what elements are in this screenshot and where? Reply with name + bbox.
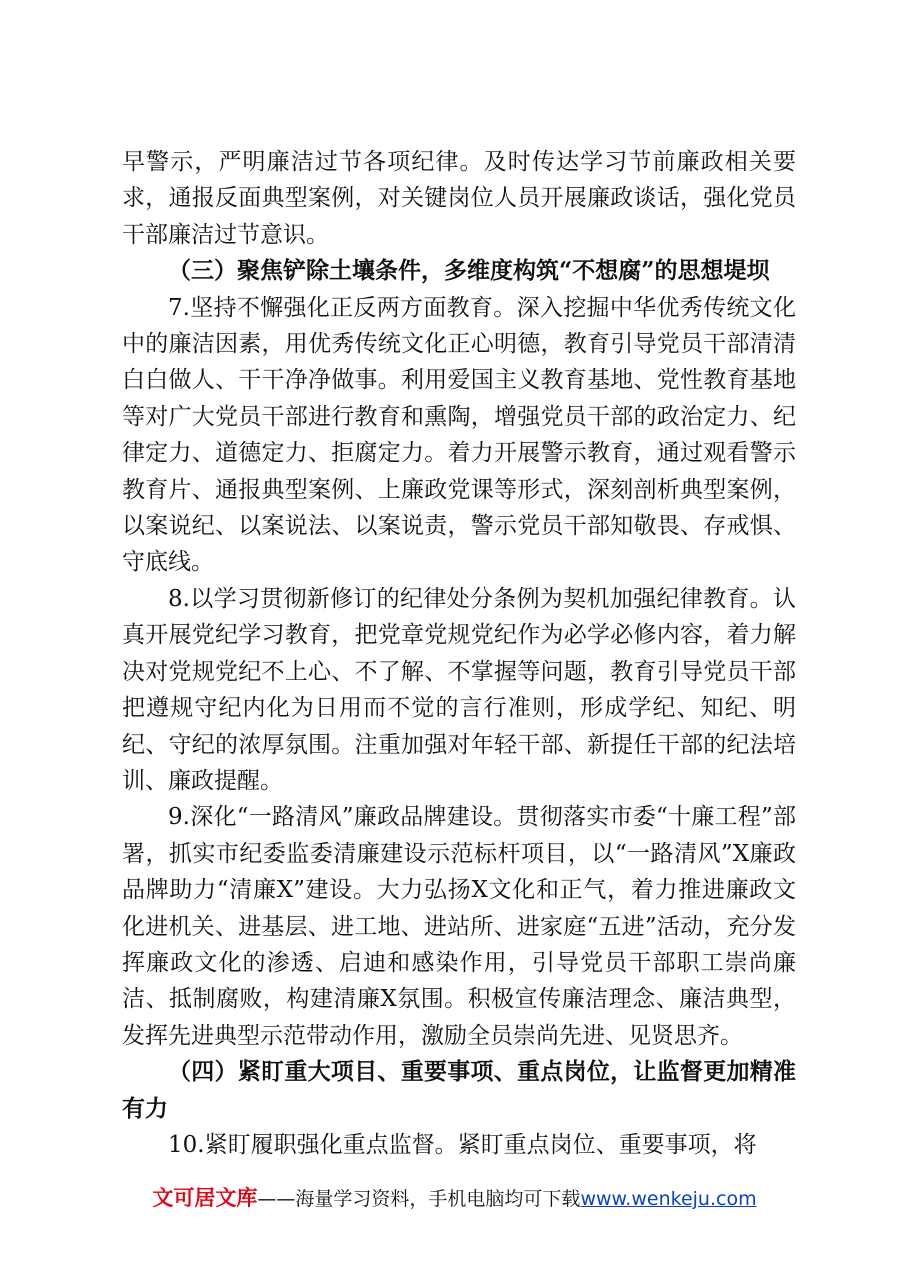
section-heading-3: （三）聚焦铲除土壤条件，多维度构筑“不想腐”的思想堤坝 <box>168 257 770 285</box>
footer-url-link[interactable]: www.wenkeju.com <box>580 1188 757 1210</box>
document-body <box>122 144 796 1163</box>
paragraph-continuation: 早警示，严明廉洁过节各项纪律。及时传达学习节前廉政相关要求，通报反面典型案例，对关键岗位人员开展廉政谈话，强化党员干部廉洁过节意识。 <box>122 149 796 248</box>
footer-slogan: ——海量学习资料，手机电脑均可下载 <box>257 1188 581 1210</box>
paragraph-item-8: 8.以学习贯彻新修订的纪律处分条例为契机加强纪律教育。认真开展党纪学习教育，把党章党规党纪作为必学必修内容，着力解决对党规党纪不上心、不了解、不掌握等问题，教育引导党员干部把遵规守纪内化为日用而不觉的言行准则，形成学纪、知纪、明纪、守纪的浓厚氛围。注重加强对年轻干部、新提任干部的纪法培训、廉政提醒。 <box>122 585 796 794</box>
paragraph-item-9: 9.深化“一路清风”廉政品牌建设。贯彻落实市委“十廉工程”部署，抓实市纪委监委清廉建设示范标杆项目，以“一路清风”X廉政品牌助力“清廉X”建设。大力弘扬X文化和正气，着力推进廉政文化进机关、进基层、进工地、进站所、进家庭“五进”活动，充分发挥廉政文化的渗透、启迪和感染作用，引导党员干部职工崇尚廉洁、抵制腐败，构建清廉X氛围。积极宣传廉洁理念、廉洁典型，发挥先进典型示范带动作用，激励全员崇尚先进、见贤思齐。 <box>122 804 796 1049</box>
footer-banner <box>0 1182 909 1212</box>
paragraph-item-10: 10.紧盯履职强化重点监督。紧盯重点岗位、重要事项，将 <box>168 1131 757 1158</box>
section-heading-4: （四）紧盯重大项目、重要事项、重点岗位，让监督更加精准有力 <box>122 1058 796 1122</box>
paragraph-item-7: 7.坚持不懈强化正反两方面教育。深入挖掘中华优秀传统文化中的廉洁因素，用优秀传统文化正心明德，教育引导党员干部清清白白做人、干干净净做事。利用爱国主义教育基地、党性教育基地等对广大党员干部进行教育和熏陶，增强党员干部的政治定力、纪律定力、道德定力、拒腐定力。着力开展警示教育，通过观看警示教育片、通报典型案例、上廉政党课等形式，深刻剖析典型案例，以案说纪、以案说法、以案说责，警示党员干部知敬畏、存戒惧、守底线。 <box>122 294 796 576</box>
footer-brand: 文可居文库 <box>152 1186 258 1210</box>
